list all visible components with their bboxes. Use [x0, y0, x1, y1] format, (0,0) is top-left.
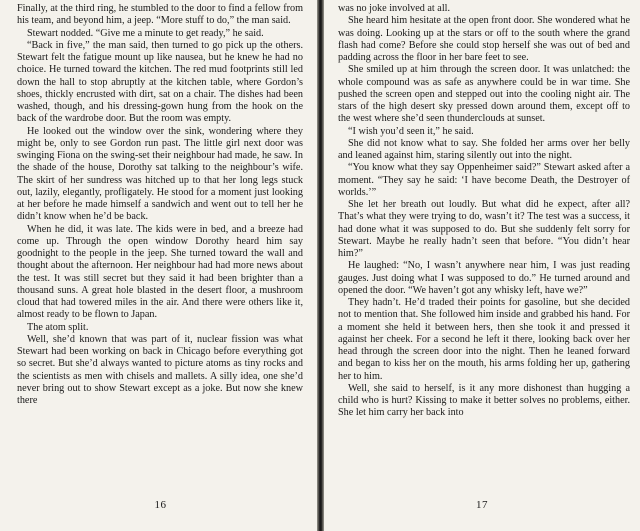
paragraph: The atom split.	[27, 321, 89, 333]
right-page-text	[338, 3, 630, 420]
paragraph: He laughed: “No, I wasn’t anywhere near him, I was just reading gauges. Just doing what I was supposed to do.” He turned around and opened the door. “We haven’t got any whisky left, have we?”	[338, 260, 630, 296]
page-number: 16	[154, 499, 167, 511]
paragraph: “I wish you’d seen it,” he said.	[348, 125, 474, 137]
paragraph: She heard him hesitate at the open front door. She wondered what he was doing. Looking up at the stars or off to the south where the grand flash had come? Before she could stop herself she was out of bed and padding across the floor in her bare feet to see.	[338, 15, 630, 63]
book-gutter	[317, 0, 324, 531]
right-page	[324, 0, 640, 531]
paragraph: When he did, it was late. The kids were in bed, and a breeze had come up. Through the open window Dorothy heard him say goodnight to the people in the jeep. She turned toward the wall and thought about the afternoon. Her neighbour had had more news about the test. It was still secret but they said it had been brighter than a thousand suns. A great hole blasted in the desert floor, a mushroom cloud that had towered miles in the air. And there were others like it, almost ready to be flown to Japan.	[17, 223, 303, 321]
paragraph: Well, she’d known that was part of it, nuclear fission was what Stewart had been working on back in Chicago before everything got so secret. But she’d always wanted to picture atoms as tiny rocks and the scientists as men with chisels and mallets. A silly idea, one she’d never bring out to show Stewart except as a joke. But now she knew there	[17, 333, 303, 406]
paragraph: Finally, at the third ring, he stumbled to the door to find a fellow from his team, and beyond him, a jeep. “More stuff to do,” the man said.	[17, 3, 303, 27]
paragraph: He looked out the window over the sink, wondering where they might be, only to see Gordon run past. The little girl next door was swinging Fiona on the swing-set their neighbour had made, he saw. In the shade of the house, Dorothy sat talking to the neighbour’s wife. The skirt of her sundress was hitched up to that her long legs stuck out, lazily, elegantly, profligately. He stood for a moment just looking at her before he made himself a sandwich and went out to tell her he didn’t know when he’d be back.	[17, 125, 303, 223]
paragraph: “Back in five,” the man said, then turned to go pick up the others. Stewart felt the fatigue mount up like nausea, but he knew he had no choice. He turned toward the kitchen. The red mud footprints still led down the hall to stop abruptly at the kitchen table, where Gordon’s shoes, thickly encrusted with dirt, sat on a chair. The dishes had been washed, though, and his dressing-gown hung from the hook on the back of the wardrobe door. But the room was empty.	[17, 39, 303, 125]
paragraph: She let her breath out loudly. But what did he expect, after all? That’s what they were trying to do, wasn’t it? The test was a success, it had done what it was supposed to do. But she suddenly felt sorry for Stewart. Maybe he really hadn’t seen that before. “You didn’t hear him?”	[338, 199, 630, 259]
left-page-text	[17, 3, 303, 407]
paragraph: Well, she said to herself, is it any more dishonest than hugging a child who is hurt? Kissing to make it better solves no problems, either. She let him carry her back into	[338, 382, 630, 419]
paragraph: “You know what they say Oppenheimer said?” Stewart asked after a moment. “They say he said: ‘I have become Death, the Destroyer of worlds.’”	[338, 162, 630, 198]
page-number: 17	[476, 499, 488, 511]
paragraph: She did not know what to say. She folded her arms over her belly and leaned against him, staring silently out into the night.	[338, 137, 630, 161]
paragraph: She smiled up at him through the screen door. It was unlatched: the whole compound was as safe as anywhere could be in war time. She pushed the screen open and stepped out into the cooling night air. The stars of the high desert sky pressed down around them, except off to the west where she’d seen thunderclouds at sunset.	[338, 64, 630, 125]
left-page	[0, 0, 317, 531]
paragraph: They hadn’t. He’d traded their points for gasoline, but she decided not to mention that. She followed him inside and grabbed his hand. For a moment she held it between hers, then she took it and pressed it against her cheek. For a second he left it there, looking back over her head through the screen door into the night. Then he leaned forward and began to kiss her on the mouth, his arms folding her up, gathering her to him.	[338, 297, 630, 382]
paragraph: Stewart nodded. “Give me a minute to get ready,” he said.	[27, 27, 264, 39]
paragraph: was no joke involved at all.	[338, 3, 451, 14]
